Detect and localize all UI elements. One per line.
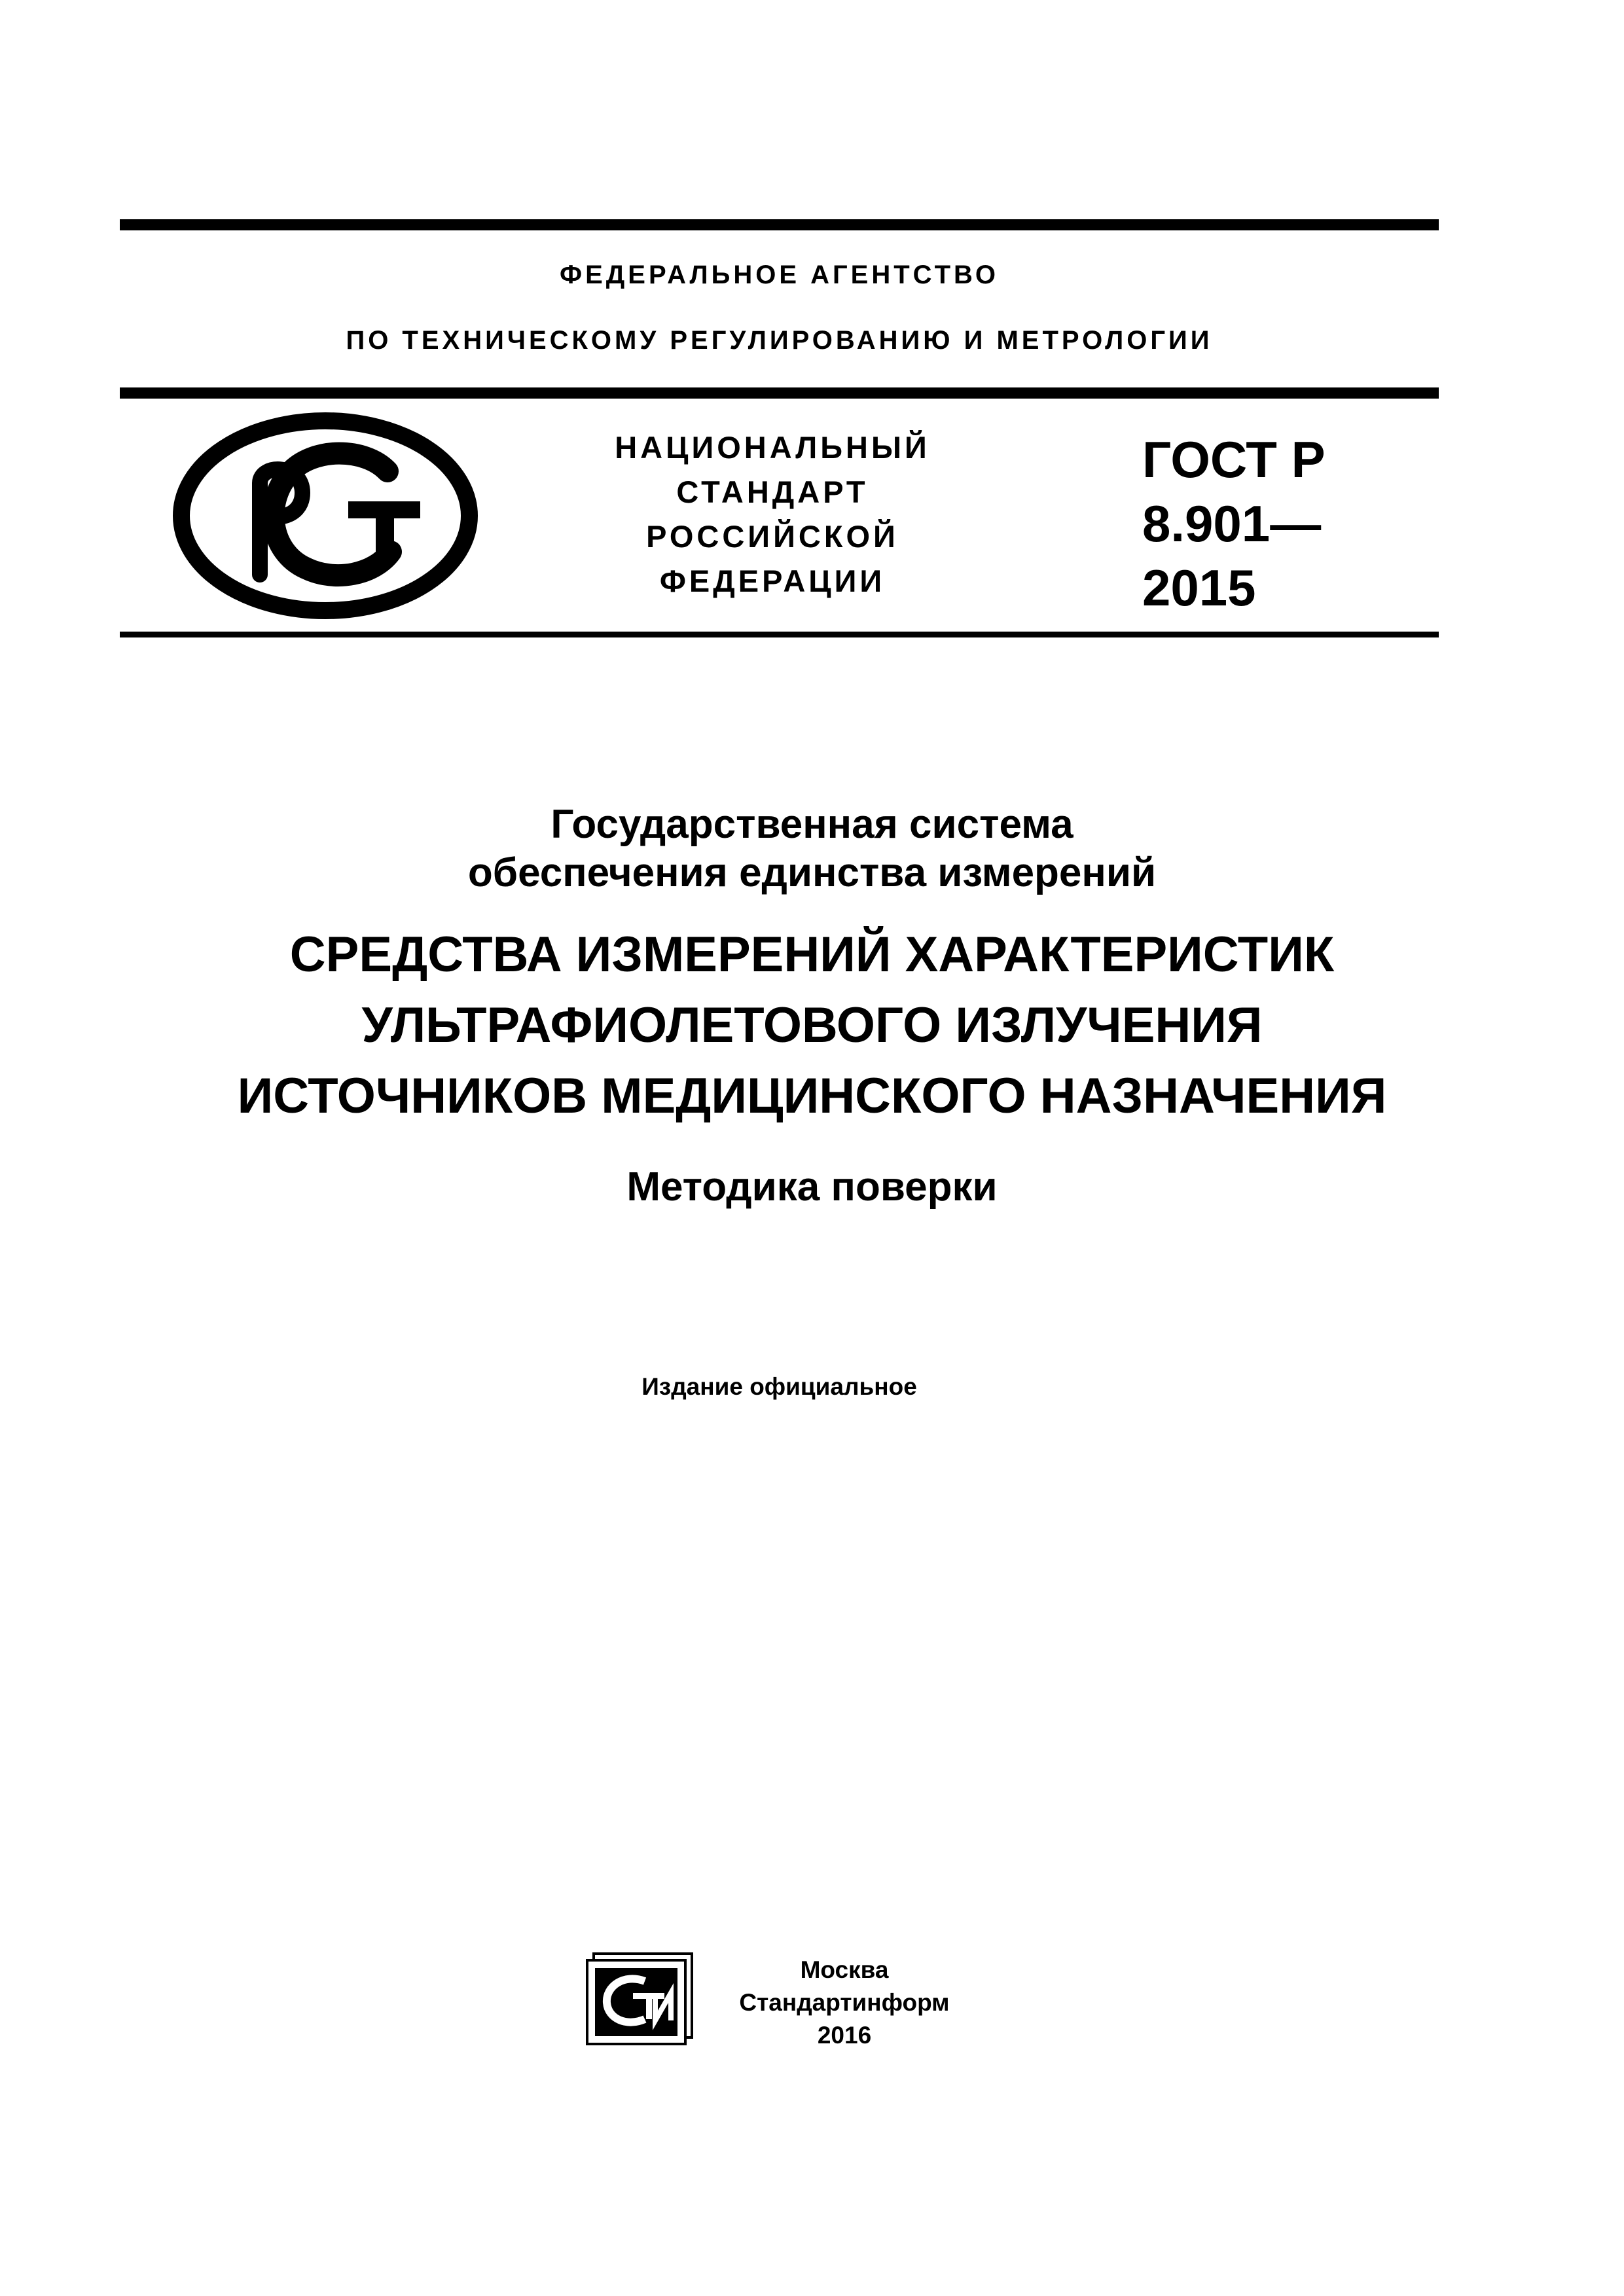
standard-code-line-2: 8.901— bbox=[1142, 495, 1322, 552]
national-line-1: НАЦИОНАЛЬНЫЙ bbox=[615, 430, 930, 465]
publisher-block bbox=[707, 1954, 982, 2052]
bottom-rule bbox=[120, 632, 1439, 637]
standard-code-line-1: ГОСТ Р bbox=[1142, 431, 1326, 488]
publisher-year: 2016 bbox=[817, 2022, 872, 2049]
title-line-2: УЛЬТРАФИОЛЕТОВОГО ИЗЛУЧЕНИЯ bbox=[361, 997, 1263, 1053]
edition-label: Издание официальное bbox=[641, 1373, 917, 1400]
agency-line-1: ФЕДЕРАЛЬНОЕ АГЕНТСТВО bbox=[559, 260, 1000, 289]
series-title bbox=[120, 800, 1504, 897]
standartinform-logo bbox=[585, 1947, 696, 2045]
publisher-city: Москва bbox=[800, 1956, 889, 1983]
agency-line-2: ПО ТЕХНИЧЕСКОМУ РЕГУЛИРОВАНИЮ И МЕТРОЛОГИИ bbox=[346, 326, 1213, 355]
title-line-3: ИСТОЧНИКОВ МЕДИЦИНСКОГО НАЗНАЧЕНИЯ bbox=[237, 1068, 1387, 1124]
series-line-2: обеспечения единства измерений bbox=[467, 850, 1157, 895]
standard-code-block bbox=[1142, 427, 1404, 620]
national-line-4: ФЕДЕРАЦИИ bbox=[659, 564, 886, 598]
publisher-name: Стандартинформ bbox=[739, 1989, 950, 2016]
title-line-1: СРЕДСТВА ИЗМЕРЕНИЙ ХАРАКТЕРИСТИК bbox=[289, 927, 1335, 982]
standard-code-line-3: 2015 bbox=[1142, 559, 1256, 617]
national-line-2: СТАНДАРТ bbox=[676, 475, 869, 509]
gost-r-logo bbox=[171, 411, 479, 620]
national-standard-block bbox=[569, 425, 975, 603]
document-subtitle: Методика поверки bbox=[626, 1164, 998, 1210]
document-title bbox=[65, 920, 1559, 1132]
series-line-1: Государственная система bbox=[550, 802, 1074, 847]
top-rule bbox=[120, 219, 1439, 230]
national-line-3: РОССИЙСКОЙ bbox=[646, 519, 899, 554]
header-rule bbox=[120, 387, 1439, 399]
